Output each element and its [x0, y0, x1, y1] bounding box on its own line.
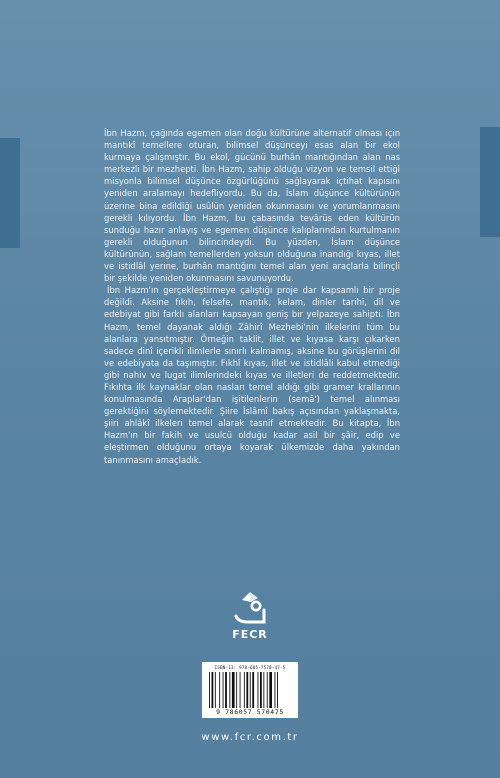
barcode-bar: [246, 672, 248, 708]
barcode-bar: [269, 672, 272, 708]
back-cover-blurb: [104, 127, 400, 466]
barcode-bar: [258, 672, 259, 708]
barcode-bar: [209, 672, 210, 708]
barcode-bar: [240, 672, 241, 708]
fecr-logo-icon: [220, 586, 280, 626]
barcode-bar: [275, 672, 276, 708]
barcode-bar: [232, 672, 235, 708]
barcode-bar: [267, 672, 268, 708]
isbn-label: ISBN-13: 978-605-7570-47-5: [214, 665, 286, 670]
publisher-logo: [220, 586, 280, 644]
barcode-bars: [208, 672, 292, 708]
right-edge-accent: [480, 127, 500, 237]
barcode-bar: [212, 672, 214, 708]
barcode-bar: [236, 672, 237, 708]
left-edge-accent: [0, 138, 20, 248]
barcode-bar: [225, 672, 227, 708]
barcode-bar: [244, 672, 245, 708]
barcode-bar: [263, 672, 264, 708]
barcode-bar: [250, 672, 251, 708]
barcode-bar: [223, 672, 224, 708]
publisher-website: www.fcr.com.tr: [201, 732, 299, 743]
barcode-bar: [252, 672, 254, 708]
barcode-bar: [219, 672, 220, 708]
barcode-bar: [277, 672, 278, 708]
isbn-number: 9 786057 570475: [216, 708, 284, 716]
blurb-paragraph-1: İbn Hazm, çağında egemen olan doğu kültürüne alternatif olması için mantıkî temellere oturan, bilimsel düşünceyi esas alan bir ekol kurmaya çalışmıştır. Bu ekol, gücünü burhân mantığından alan nas merkezli bir mezhepti. İbn Hazm, sahip olduğu vizyon ve temsil ettiği misyonla bilimsel düşünce özgürlüğünü sağlayarak içtihat kapısını yeniden aralamayı hedefliyordu. Bu da, İslam düşünce kültürünün üzerine bina edildiği usûlün yeniden okunmasını ve yorumlanmasını gerekli kılıyordu. İbn Hazm, bu çabasında tevârüs eden kültürün sunduğu hazır anlayış ve egemen düşünce kalıplarından kurtulmanın gerekli olduğunun bilincindeydi. Bu yüzden, İslam düşünce kültürünün, sağlam temellerden yoksun olduğuna inandığı kıyas, illet ve istidlâl yerine, burhân mantığını temel alan yeni araçlarla bilinçli bir şekilde yeniden okunmasını savunuyordu.: [104, 128, 400, 284]
isbn-barcode: [202, 662, 298, 718]
blurb-paragraph-2: İbn Hazm'ın gerçekleştirmeye çalıştığı proje dar kapsamlı bir proje değildi. Aksine fıkıh, felsefe, mantık, kelam, dinler tarihi, dil ve edebiyat gibi farklı alanları kapsayan geniş bir yelpazeye sahipti. İbn Hazm, temel dayanak aldığı Zâhirî Mezhebi'nin ilkelerini tüm bu alanlara yansıtmıştır. Örneğin taklit, illet ve kıyasa karşı çıkarken sadece dinî içerikli ilimlerle sınırlı kalmamış, aksine bu görüşlerini dil ve edebiyata da taşımıştır. Fıkhî kıyas, illet ve istidlâli kabul etmediği gibi nahiv ve lugat ilimlerindeki kıyas ve illetleri de reddetmektedir. Fıkıhta ilk kaynaklar olan nasları temel aldığı gibi gramer krallarının konulmasında Araplar'dan işitilenlerin (semâ') temel alınması gerektiğini söylemektedir. Şiire İslâmî bakış açısından yaklaşmakta, şiiri ahlâkî ilkeleri temel alarak tasnif etmektedir. Bu kitapta, İbn Hazm'ın bir fakih ve usulcü olduğu kadar asil bir şâir, edip ve eleştirmen olduğunu ortaya koyarak ülkemizde daha yakından tanınmasını amaçladık.: [104, 285, 400, 465]
publisher-name: FECR: [232, 628, 268, 641]
barcode-bar: [260, 672, 262, 708]
barcode-bar: [229, 672, 230, 708]
barcode-bar: [215, 672, 216, 708]
